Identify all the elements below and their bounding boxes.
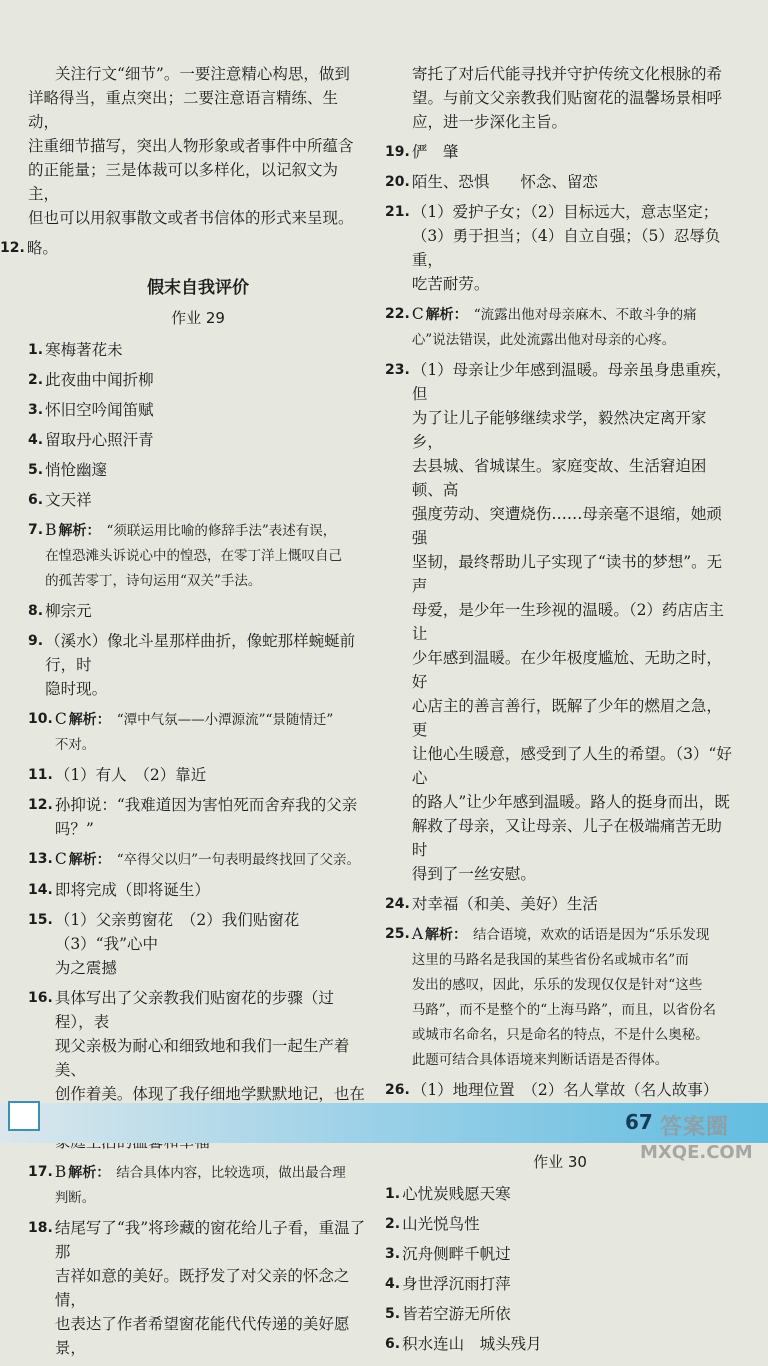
answer-text — [412, 358, 735, 886]
answer-12 — [0, 236, 368, 260]
corner-square-icon — [8, 1101, 40, 1131]
answer-line: 隐时现。 — [45, 680, 108, 698]
answer-number: 3. — [385, 1246, 401, 1262]
answer-text: 略。 — [26, 239, 58, 257]
answer-23 — [385, 358, 735, 886]
answer-number: 23. — [385, 362, 410, 378]
answer-8 — [28, 599, 368, 623]
answer-line: （1）爱护子女；（2）目标远大，意志坚定； — [411, 203, 719, 221]
answer-number: 3. — [28, 402, 44, 418]
answer-text: 俨 肇 — [411, 143, 459, 161]
answer-number: 4. — [385, 1276, 401, 1292]
answer-number: 17. — [28, 1164, 53, 1180]
answer-text — [55, 1216, 368, 1360]
answer-line: 的路人”让少年感到温暖。路人的挺身而出，既 — [411, 793, 730, 811]
answer-number: 7. — [28, 522, 44, 538]
answer-number: 11. — [28, 767, 53, 783]
analysis-line: 结合语境，欢欢的话语是因为“乐乐发现 — [473, 927, 710, 943]
analysis-label: 解析： — [58, 523, 101, 539]
answer-text: 留取丹心照汗青 — [45, 431, 154, 449]
answer-number: 20. — [385, 174, 410, 190]
answer-line: 结尾写了“我”将珍藏的窗花给儿子看，重温了那 — [54, 1219, 366, 1261]
answer-line: 具体写出了父亲教我们贴窗花的步骤（过程），表 — [54, 989, 334, 1031]
page-number: 67 — [625, 1110, 653, 1134]
answer-24 — [385, 892, 735, 916]
answer-number: 4. — [28, 432, 44, 448]
answer-text — [412, 200, 735, 296]
answer-line: 让他心生暖意，感受到了人生的希望。（3）“好心 — [411, 745, 732, 787]
answer-number: 18. — [28, 1220, 53, 1236]
answer-text: 身世浮沉雨打萍 — [402, 1275, 511, 1293]
answer-number: 22. — [385, 306, 410, 322]
answer-22 — [385, 302, 735, 352]
analysis-label: 解析： — [68, 852, 111, 868]
answer-26 — [385, 1078, 735, 1102]
analysis-line: 马路”，而不是整个的“上海马路”，而且，以省份名 — [411, 1002, 717, 1018]
answer-number: 1. — [385, 1186, 401, 1202]
answer-choice: A — [411, 925, 424, 943]
answer-number: 5. — [28, 462, 44, 478]
answer-14 — [28, 878, 368, 902]
answer-12b — [28, 793, 368, 841]
analysis-line: 结合具体内容，比较选项，做出最合理 — [116, 1165, 346, 1181]
answer-text: 沉舟侧畔千帆过 — [402, 1245, 511, 1263]
answer-text — [55, 908, 368, 980]
answer-number: 2. — [385, 1216, 401, 1232]
answer-text: 对幸福（和美、美好）生活 — [411, 895, 598, 913]
answer-number: 6. — [28, 492, 44, 508]
answer-number: 1. — [28, 342, 44, 358]
answer-line: 母爱，是少年一生珍视的温暖。（2）药店店主让 — [411, 601, 724, 643]
answer-line: （3）勇于担当；（4）自立自强；（5）忍辱负重， — [411, 227, 721, 269]
analysis-label: 解析： — [425, 307, 468, 323]
analysis-label: 解析： — [68, 1165, 111, 1181]
continuation-line-2: 望。与前文父亲教我们贴窗花的温馨场景相呼 — [412, 89, 723, 107]
answer-7 — [28, 518, 368, 593]
answer-30-2 — [385, 1212, 735, 1236]
answer-21 — [385, 200, 735, 296]
intro-line-1: 关注行文“细节”。一要注意精心构思，做到 — [55, 65, 350, 83]
analysis-label: 解析： — [425, 927, 468, 943]
answer-text: 山光悦鸟性 — [402, 1215, 480, 1233]
answer-number: 2. — [28, 372, 44, 388]
answer-text — [55, 707, 368, 757]
answer-line: 为之震撼 — [54, 959, 117, 977]
analysis-line: 这里的马路名是我国的某些省份名或城市名”而 — [411, 952, 689, 968]
answer-text: 悄怆幽邃 — [45, 461, 108, 479]
watermark-logo: 答案圈 — [660, 1115, 730, 1140]
answer-line: 得到了一丝安慰。 — [411, 865, 536, 883]
answer-text: 皆若空游无所依 — [402, 1305, 511, 1323]
answer-line: 吃苦耐劳。 — [411, 275, 490, 293]
answer-line: 坚韧，最终帮助儿子实现了“读书的梦想”。无声 — [411, 553, 723, 595]
section-title: 假末自我评价 — [147, 278, 249, 298]
homework-29-heading: 作业 29 — [171, 309, 225, 327]
answer-number: 8. — [28, 603, 44, 619]
intro-line-4: 的正能量；三是体裁可以多样化，以记叙文为主， — [28, 161, 339, 203]
answer-text — [55, 847, 368, 872]
answer-text: 即将完成（即将诞生） — [54, 881, 210, 899]
answer-number: 14. — [28, 882, 53, 898]
answer-1 — [28, 338, 368, 362]
answer-30-4 — [385, 1272, 735, 1296]
answer-text: 孙抑说：“我难道因为害怕死而舍弃我的父亲吗？” — [54, 796, 358, 838]
answer-text: 心忧炭贱愿天寒 — [402, 1185, 511, 1203]
answer-text: 此夜曲中闻折柳 — [45, 371, 154, 389]
answer-30-3 — [385, 1242, 735, 1266]
answer-text — [45, 629, 368, 701]
answer-text: 怀旧空吟闻笛赋 — [45, 401, 154, 419]
answer-20 — [385, 170, 735, 194]
continuation-line-1: 寄托了对后代能寻找并守护传统文化根脉的希 — [412, 65, 723, 83]
answer-text: （1）有人 （2）靠近 — [54, 766, 207, 784]
answer-13 — [28, 847, 368, 872]
analysis-line: 此题可结合具体语境来判断话语是否得体。 — [411, 1052, 669, 1068]
answer-choice: B — [54, 1163, 67, 1181]
answer-number: 6. — [385, 1336, 401, 1352]
intro-line-5: 但也可以用叙事散文或者书信体的形式来呈现。 — [28, 209, 354, 227]
answer-number: 26. — [385, 1082, 410, 1098]
answer-line: 去县城、省城谋生。家庭变故、生活窘迫困顿、高 — [411, 457, 707, 499]
answer-9 — [28, 629, 368, 701]
analysis-line: 判断。 — [54, 1190, 96, 1206]
answer-10 — [28, 707, 368, 757]
answer-number: 13. — [28, 851, 53, 867]
answer-number: 9. — [28, 633, 44, 649]
analysis-line: 心”说法错误，此处流露出他对母亲的心疼。 — [411, 332, 676, 348]
right-column — [385, 62, 735, 1362]
homework-30-heading: 作业 30 — [533, 1153, 587, 1171]
answer-number: 5. — [385, 1306, 401, 1322]
answer-text — [412, 302, 735, 352]
answer-number: 12. — [28, 797, 53, 813]
analysis-line: “潭中气氛——小潭源流”“景随情迁” — [116, 712, 334, 728]
answer-19 — [385, 140, 735, 164]
analysis-line: 在惶恐滩头诉说心中的惶恐，在零丁洋上慨叹自己 — [45, 548, 343, 564]
answer-line: 也表达了作者希望窗花能代代传递的美好愿景， — [54, 1315, 350, 1357]
answer-6 — [28, 488, 368, 512]
answer-11 — [28, 763, 368, 787]
answer-number: 19. — [385, 144, 410, 160]
analysis-line: “流露出他对母亲麻木、不敢斗争的痛 — [473, 307, 697, 323]
answer-15 — [28, 908, 368, 980]
analysis-label: 解析： — [68, 712, 111, 728]
analysis-line: “须联运用比喻的修辞手法”表述有误， — [106, 523, 337, 539]
left-column — [0, 62, 368, 1366]
answer-text — [55, 1160, 368, 1210]
answer-30-5 — [385, 1302, 735, 1326]
answer-text: 柳宗元 — [45, 602, 92, 620]
answer-choice: C — [411, 305, 424, 323]
answer-choice: B — [45, 521, 57, 539]
answer-text: 文天祥 — [45, 491, 92, 509]
answer-number: 16. — [28, 990, 53, 1006]
answer-text: 寒梅著花未 — [45, 341, 123, 359]
answer-text: （1）地理位置 （2）名人掌故（名人故事） — [411, 1081, 719, 1099]
answer-30-1 — [385, 1182, 735, 1206]
answer-text: 陌生、恐惧 怀念、留恋 — [411, 173, 598, 191]
answer-line: 解救了母亲，又让母亲、儿子在极端痛苦无助时 — [411, 817, 722, 859]
answer-line: 为了让儿子能够继续求学，毅然决定离开家乡， — [411, 409, 707, 451]
answer-line: 现父亲极为耐心和细致地和我们一起生产着美、 — [54, 1037, 350, 1079]
answer-text: 积水连山 城头残月 — [402, 1335, 542, 1353]
answer-3 — [28, 398, 368, 422]
answer-text — [45, 518, 368, 593]
answer-line: 创作着美。体现了我仔细地学默默地记，也在 — [54, 1085, 365, 1103]
answer-number: 15. — [28, 912, 53, 928]
analysis-line: 或城市名命名，只是命名的特点，不是什么奥秘。 — [411, 1027, 709, 1043]
answer-choice: C — [54, 710, 67, 728]
analysis-line: “卒得父以归”一句表明最终找回了父亲。 — [116, 852, 360, 868]
watermark-url: MXQE.COM — [640, 1142, 753, 1163]
answer-line: 心店主的善言善行，既解了少年的燃眉之急，更 — [411, 697, 722, 739]
answer-25 — [385, 922, 735, 1072]
answer-5 — [28, 458, 368, 482]
intro-line-3: 注重细节描写，突出人物形象或者事件中所蕴含 — [28, 137, 354, 155]
answer-choice: C — [54, 850, 67, 868]
answer-18 — [28, 1216, 368, 1360]
answer-number: 10. — [28, 711, 53, 727]
answer-4 — [28, 428, 368, 452]
answer-number: 24. — [385, 896, 410, 912]
analysis-line: 的孤苦零丁，诗句运用“双关”手法。 — [45, 573, 262, 589]
continuation-line-3: 应，进一步深化主旨。 — [412, 113, 568, 131]
answer-17 — [28, 1160, 368, 1210]
analysis-line: 发出的感叹，因此，乐乐的发现仅仅是针对“这些 — [411, 977, 703, 993]
answer-number: 12. — [0, 240, 25, 256]
answer-text — [412, 922, 735, 1072]
answer-30-6 — [385, 1332, 735, 1356]
answer-2 — [28, 368, 368, 392]
analysis-line: 不对。 — [54, 737, 96, 753]
intro-line-2: 详略得当，重点突出；二要注意语言精练、生动， — [28, 89, 339, 131]
answer-line: 强度劳动、突遭烧伤……母亲毫不退缩，她顽强 — [411, 505, 722, 547]
answer-line: （1）母亲让少年感到温暖。母亲虽身患重疾，但 — [411, 361, 732, 403]
answer-number: 25. — [385, 926, 410, 942]
answer-line: （1）父亲剪窗花 （2）我们贴窗花 （3）“我”心中 — [54, 911, 315, 953]
answer-line: 少年感到温暖。在少年极度尴尬、无助之时，好 — [411, 649, 722, 691]
answer-line: 吉祥如意的美好。既抒发了对父亲的怀念之情， — [54, 1267, 350, 1309]
answer-number: 21. — [385, 204, 410, 220]
answer-line: （溪水）像北斗星那样曲折，像蛇那样蜿蜒前行，时 — [45, 632, 356, 674]
